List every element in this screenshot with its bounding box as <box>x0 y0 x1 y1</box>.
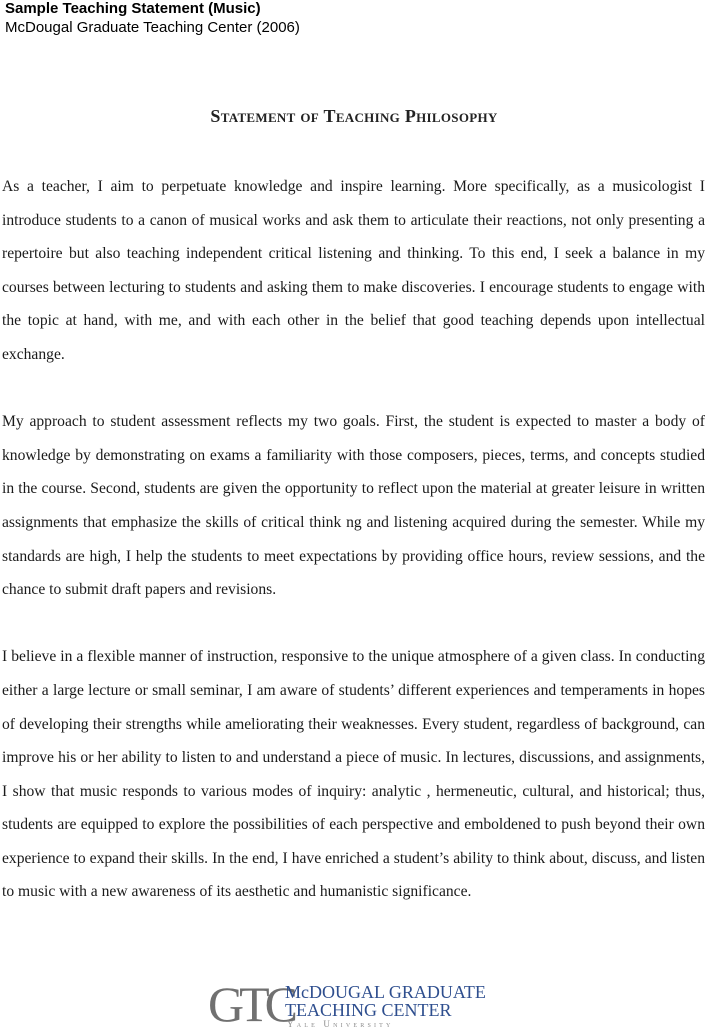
document-header <box>5 0 300 37</box>
logo-line-1: McDOUGAL GRADUATE <box>285 982 486 1002</box>
mcdougal-logo <box>208 976 508 1032</box>
logo-line-2: TEACHING CENTER <box>285 1000 452 1020</box>
paragraph: I believe in a flexible manner of instruction, responsive to the unique atmosphere of a given class. In conducting either a large lecture or small seminar, I am aware of students’ different experiences and temperaments in hopes of developing their strengths while ameliorating their weaknesses. Every student, regardless of background, can improve his or her ability to listen to and understand a piece of music. In lectures, discussions, and assignments, I show that music responds to various modes of inquiry: analytic , hermeneutic, cultural, and historical; thus, students are equipped to explore the possibilities of each perspective and emboldened to push beyond their own experience to expand their skills. In the end, I have enriched a student’s ability to think about, discuss, and listen to music with a new awareness of its aesthetic and humanistic significance. <box>2 648 705 901</box>
header-title: Sample Teaching Statement (Music) <box>5 0 261 17</box>
logo-line-3: Yale University <box>287 1019 394 1029</box>
paragraph: As a teacher, I aim to perpetuate knowledge and inspire learning. More specifically, as a musicologist I introduce students to a canon of musical works and ask them to articulate their reactions, not only presenting a repertoire but also teaching independent critical listening and thinking. To this end, I seek a balance in my courses between lecturing to students and asking them to make discoveries. I encourage students to engage with the topic at hand, with me, and with each other in the belief that good teaching depends upon intellectual exchange. <box>2 178 705 363</box>
header-subtitle: McDougal Graduate Teaching Center (2006) <box>5 19 300 36</box>
paragraph: My approach to student assessment reflects my two goals. First, the student is expected to master a body of knowledge by demonstrating on exams a familiarity with those composers, pieces, terms, and concepts studied in the course. Second, students are given the opportunity to reflect upon the material at greater leisure in written assignments that emphasize the skills of critical think ng and listening acquired during the semester. While my standards are high, I help the students to meet expectations by providing office hours, review sessions, and the chance to submit draft papers and revisions. <box>2 413 705 599</box>
gtc-monogram-icon: GTC <box>208 976 293 1032</box>
statement-body <box>2 170 705 943</box>
page-title: Statement of Teaching Philosophy <box>210 106 498 126</box>
